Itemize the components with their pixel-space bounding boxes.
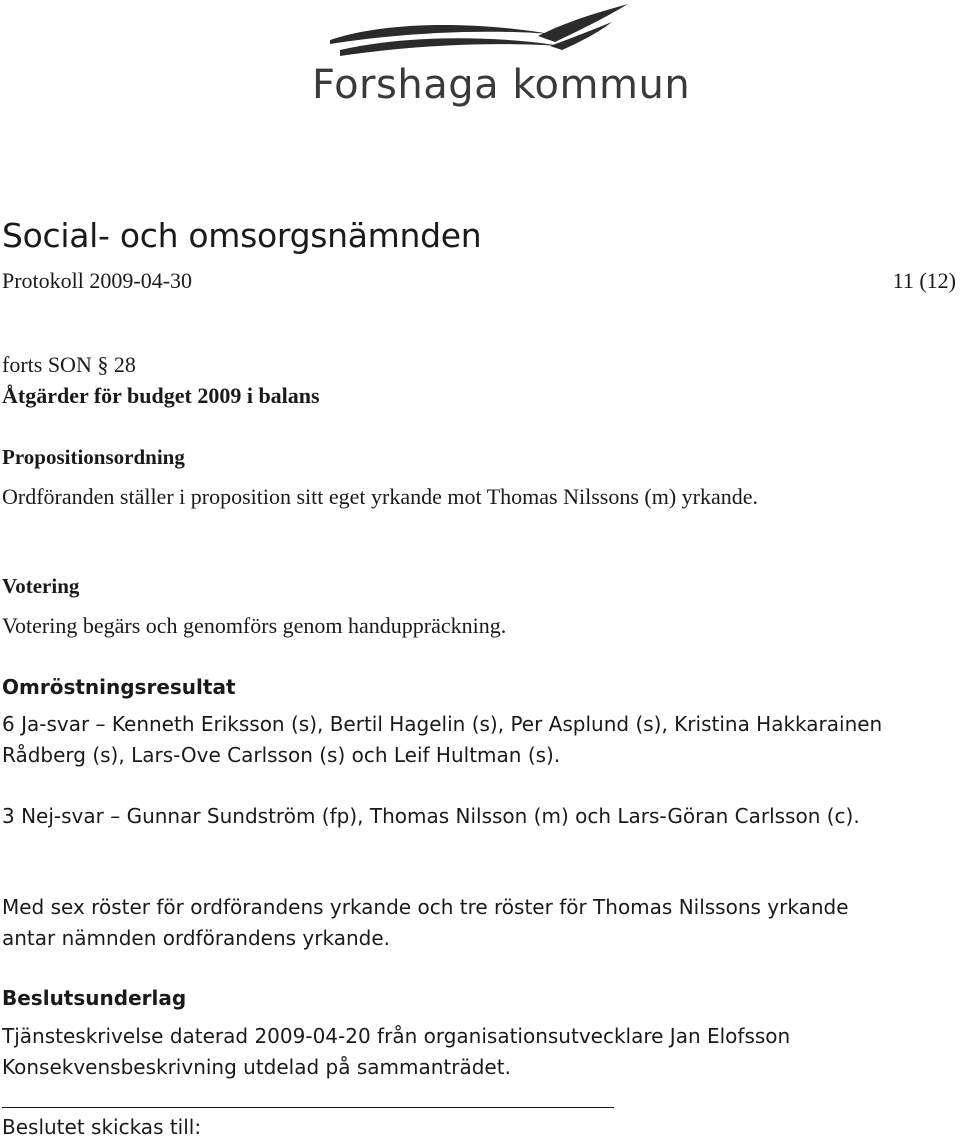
logo-swoosh-icon [300, 0, 660, 70]
beslutsunderlag-item: Konsekvensbeskrivning utdelad på sammanträdet. [2, 1055, 511, 1079]
omrostningsresultat-heading: Omröstningsresultat [2, 675, 236, 699]
beslutsunderlag-heading: Beslutsunderlag [2, 986, 187, 1010]
vote-conclusion-text: Med sex röster för ordförandens yrkande och tre röster för Thomas Nilssons yrkande antar nämnden ordförandens yrkande. [2, 895, 849, 950]
paragraph-subject: Åtgärder för budget 2009 i balans [2, 383, 320, 408]
propositionsordning-text: Ordföranden ställer i proposition sitt eget yrkande mot Thomas Nilssons (m) yrkande. [2, 484, 759, 509]
beslutet-skickas-label: Beslutet skickas till: [2, 1115, 202, 1139]
votering-heading: Votering [2, 574, 80, 598]
votering-text: Votering begärs och genomförs genom handuppräckning. [2, 613, 507, 638]
page-title: Social- och omsorgsnämnden [2, 216, 482, 255]
nej-svar-text: 3 Nej-svar – Gunnar Sundström (fp), Thomas Nilsson (m) och Lars-Göran Carlsson (c). [2, 804, 860, 828]
forshaga-logo [300, 0, 691, 120]
beslutsunderlag-item: Tjänsteskrivelse daterad 2009-04-20 från organisationsutvecklare Jan Elofsson [2, 1024, 791, 1048]
logo-text: Forshaga kommun [312, 62, 691, 108]
paragraph-reference: forts SON § 28 [2, 352, 136, 377]
page-number: 11 (12) [892, 268, 956, 293]
ja-svar-text: 6 Ja-svar – Kenneth Eriksson (s), Bertil Hagelin (s), Per Asplund (s), Kristina Hakkarainen Rådberg (s), Lars-Ove Carlsson (s) och Leif Hultman (s). [2, 712, 883, 767]
protocol-date: Protokoll 2009-04-30 [2, 268, 193, 293]
propositionsordning-heading: Propositionsordning [2, 445, 185, 469]
signature-divider [2, 1107, 614, 1108]
